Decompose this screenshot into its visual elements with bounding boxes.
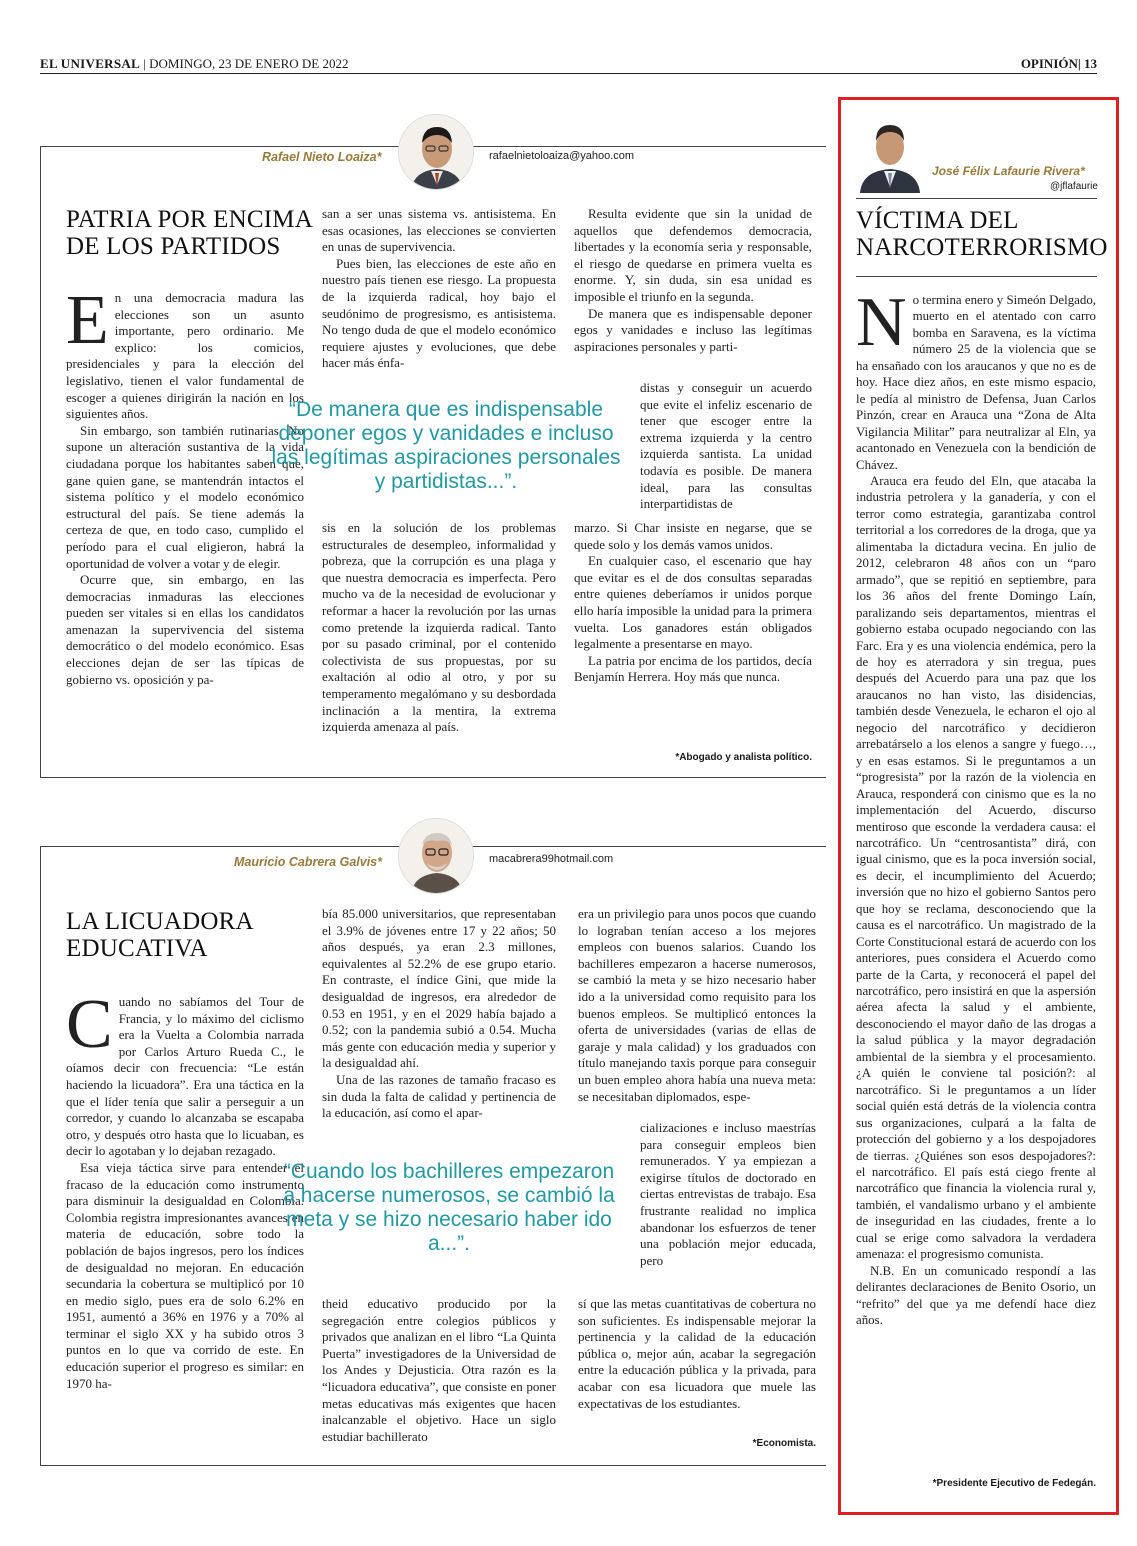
article-column-3-mid [640, 380, 812, 513]
author-name: José Félix Lafaurie Rivera* [932, 164, 1085, 178]
paper-name: EL UNIVERSAL [40, 56, 141, 71]
article-headline [66, 206, 313, 260]
article-column-3-bottom [574, 520, 812, 686]
headline-line-1: LA LICUADORA [66, 908, 254, 935]
paragraph: Ocurre que, sin embargo, en las democracias inmaduras las elecciones pueden ser vitales si en ellas los candidatos amenazan la supervivencia del sistema democrático o del modelo económico. Esas elecciones dejan de ser las típicas de gobierno vs. oposición y pa- [66, 572, 304, 687]
paragraph: Resulta evidente que sin la unidad de aquellos que defendemos democracia, libertades y la economía seria y responsable, el riesgo de quedarse en primera vuelta es enorme. Y, sin duda, sin esa unidad es imposible el triunfo en la segunda. [574, 206, 812, 304]
article-column-2-bottom [322, 1296, 556, 1445]
masthead-right: OPINIÓN| 13 [1020, 56, 1097, 71]
paragraph: De manera que es indispensable deponer egos y vanidades e incluso las legítimas aspiraciones personales y parti- [574, 305, 812, 354]
paragraph: n una democracia madura las elecciones son un asunto importante, pero ordinario. Me explico: los comicios, presidenciales y para la elección del legislativo, tienen el valor fundamental de escoger a quienes dirigirán la nación en los siguientes años. [66, 290, 304, 422]
masthead [40, 56, 1097, 74]
author-name: Mauricio Cabrera Galvis* [234, 855, 382, 869]
paragraph: Pues bien, las elecciones de este año en nuestro país tienen ese riesgo. La propuesta de la izquierda radical, hoy bajo el seudónimo de progresismo, es antisistema. No tengo duda de que el modelo económico requiere ajustes y evoluciones, que debe hacer más énfa- [322, 255, 556, 371]
paragraph: marzo. Si Char insiste en negarse, que se quede solo y los demás vamos unidos. [574, 520, 812, 552]
headline-line-2: NARCOTERRORISMO [856, 234, 1108, 261]
paragraph: N.B. En un comunicado respondí a las delirantes declaraciones de Benito Osorio, un “refrito” del que ya me defendí hace diez años. [856, 1263, 1096, 1328]
article-column-right [856, 284, 1096, 1329]
article-headline [856, 207, 1108, 261]
author-portrait [398, 114, 474, 190]
article-column-3-top [574, 206, 812, 355]
dropcap: E [66, 282, 109, 359]
paragraph: distas y conseguir un acuerdo que evite el infeliz escenario de tener que escoger entre la extrema izquierda y la centro izquierda santista. La unidad todavía es posible. De manera ideal, para las consultas interpartidistas de [640, 380, 812, 512]
author-portrait [398, 818, 474, 894]
page-number: 13 [1084, 56, 1097, 71]
dropcap: C [66, 986, 113, 1063]
headline-line-1: PATRIA POR ENCIMA [66, 206, 313, 233]
article-column-2-top [322, 906, 556, 1122]
edition-date: DOMINGO, 23 DE ENERO DE 2022 [149, 56, 349, 71]
paragraph: En cualquier caso, el escenario que hay que evitar es el de dos consultas separadas entre quienes deberíamos ir unidos porque ello haría imposible la unidad para la primera vuelta. Los ganadores están obligados legalmente a presentarse en mayo. [574, 553, 812, 652]
paragraph: uando no sabíamos del Tour de Francia, y lo máximo del ciclismo era la Vuelta a Colombia narrada por Carlos Arturo Rueda C., le oíamos decir con frecuencia: “Le están haciendo la licuadora”. Era una táctica en la que el líder tenía que salir a perseguir a un corredor, y cuando lo alcanzaba se escapaba otro, y después otro hasta que lo licuaban, es decir lo agotaban y lo dejaban rezagado. [66, 994, 304, 1159]
paragraph: o termina enero y Simeón Delgado, muerto en el atentado con carro bomba en Saravena, es la víctima número 25 de la violencia que se ha ensañado con los araucanos y que no es de hoy. Hace diez años, en este mismo espacio, le pedía al ministro de Defensa, Juan Carlos Pinzón, crear en Arauca una “Zona de Alta Vigilancia Militar” para neutralizar al Eln, ya acantonado en Venezuela con la bendición de Chávez. [856, 293, 1096, 472]
paragraph: cializaciones e incluso maestrías para conseguir empleos bien remunerados. Y ya empiezan a exigirse títulos de doctorado en ciertas entrevistas de trabajo. Esa frustrante realidad no implica abandonar los esfuerzos de tener una población mejor educada, pero [640, 1120, 816, 1268]
divider [856, 276, 1097, 277]
paragraph: Esa vieja táctica sirve para entender el fracaso de la educación como instrumento para disminuir la desigualdad en Colombia. Colombia registra impresionantes avances en materia de educación, sobre todo la población de bajos ingresos, pero los índices de desigualdad no mejoran. En educación secundaria la cobertura se multiplicó por 10 en medio siglo, pues era de solo 6.2% en 1951, aumentó a 36% en 1976 y a 70% al terminar el siglo XX y ha subido otros 3 puntos en lo que va corrido de este. En educación superior el progreso es similar: en 1970 ha- [66, 1159, 304, 1391]
paragraph: theid educativo producido por la segregación entre colegios públicos y privados que analizan en el libro “La Quinta Puerta” investigadores de la Universidad de los Andes y Dejusticia. Otra razón es la “licuadora educativa”, que consiste en poner metas educativas más exigentes que hacen inalcanzable el objetivo. Hace un siglo estudiar bachillerato [322, 1296, 556, 1444]
article-column-2-top [322, 206, 556, 372]
article-column-3-mid [640, 1120, 816, 1269]
headline-line-1: VÍCTIMA DEL [856, 207, 1019, 234]
paragraph: Arauca era feudo del Eln, que atacaba la industria petrolera y la ganadería, y con el terror como estrategia, garantizaba control territorial a los corredores de la droga, que ya alimentaba la dictadura vecina. En julio de 2012, celebraron 48 años con un “paro armado”, que se repitió en septiembre, para los 36 años del frente Domingo Laín, paralizando seis departamentos, mientras el gobierno estaba ocupado negociando con las Farc. Era y es una violencia endémica, pero la de hoy es aterradora y sin tregua, pues después del Acuerdo para una paz que los araucanos no han visto, las disidencias, también desde Venezuela, le echaron el ojo al negocio del narcotráfico y decidieron arrebatárselo a los elenos a sangre y fuego…, y en esas estamos. Si le preguntamos a un “progresista” por la razón de la violencia en Arauca, responderá con cinismo que es la no implementación del Acuerdo, discurso mentiroso que esconde la verdadera causa: el narcotráfico. Un “centrosantista” dirá, con igual cinismo, que es la poca inversión social, es decir, el incumplimiento del Acuerdo; inversión que no hizo el gobierno Santos pero que hoy se reclama, desconociendo que la causa es el narcotráfico. Un magistrado de la Corte Constitucional estará de acuerdo con los anteriores, pues considera el Acuerdo como parte de la Carta, y reconocerá el papel del narcotráfico, pero insistirá en que la aspersión aérea afecta la salud y el ambiente, desconociendo el mayor daño de las drogas a la salud pública y la mayor degradación ambiental de la siembra y el procesamiento. ¿A quién le conviene tal posición?: al narcotráfico. Si le preguntamos a un líder social quién está detrás de la violencia contra sus organizaciones, culpará a la falta de protección del gobierno y a los despojadores de tierras. ¿Quiénes son esos despojadores?: el narcotráfico. El país está ciego frente al narcotráfico que financia la violencia rural y, también, el vandalismo urbano y el ambiente de inseguridad en las ciudades, frente a lo cual se erige como salvadora la verdadera amenaza: el progresismo comunista. [856, 473, 1096, 1262]
paragraph: La patria por encima de los partidos, decía Benjamín Herrera. Hoy más que nunca. [574, 652, 812, 685]
pull-quote: “De manera que es indispensable deponer egos y vanidades e incluso las legítimas aspiraciones personales y partidistas...”. [271, 398, 621, 493]
paragraph: Una de las razones de tamaño fracaso es sin duda la falta de calidad y pertinencia de la educación, así como el apar- [322, 1071, 556, 1121]
author-footnote: *Economista. [752, 1438, 816, 1449]
author-name: Rafael Nieto Loaiza* [262, 150, 382, 164]
paragraph: sí que las metas cuantitativas de cobertura no son suficientes. Es indispensable mejorar la pertinencia y la calidad de la educación pública o, mejor aún, acabar la segregación entre la educación pública y la privada, para acabar con esa licuadora que muele las expectativas de los estudiantes. [578, 1296, 816, 1411]
article-column-2-bottom [322, 520, 556, 736]
article-column-1 [66, 986, 304, 1392]
paragraph: bía 85.000 universitarios, que representaban el 3.9% de jóvenes entre 17 y 22 años; 50 años después, ya eran 2.3 millones, equivalentes al 52.2% de ese grupo etario. En contraste, el índice Gini, que mide la desigualdad de ingresos, era alrededor de 0.53 en 1951, y en el 2029 había bajado a 0.52; con la pandemia subió a 0.54. Mucha más gente con educación media y superior y la desigualdad ahí. [322, 906, 556, 1071]
author-portrait [858, 113, 922, 193]
divider [856, 198, 1097, 199]
article-column-3-top [578, 906, 816, 1105]
dropcap: N [856, 284, 907, 361]
author-email[interactable]: macabrera99hotmail.com [489, 853, 614, 865]
paragraph: san a ser unas sistema vs. antisistema. En esas ocasiones, las elecciones se convierten en unas de supervivencia. [322, 206, 556, 255]
author-footnote: *Presidente Ejecutivo de Fedegán. [932, 1478, 1096, 1489]
paragraph: Sin embargo, son también rutinarias. No supone un alteración sustantiva de la vida ciudadana porque los habitantes saben que, gane quien gane, se mantendrán intactos el sistema político y el modelo económico estructural del país. Se tiene además la certeza de que, en todo caso, cumplido el período para el cual eligieron, habrá la oportunidad de volver a votar y de elegir. [66, 422, 304, 571]
author-footnote: *Abogado y analista político. [675, 752, 812, 763]
paragraph: sis en la solución de los problemas estructurales de desempleo, informalidad y pobreza, que la corrupción es una plaga y que nuestra democracia es imperfecta. Pero mucho va de la necesidad de evolucionar y reformar a hacer la revolución por las urnas como pretende la izquierda radical. Tanto por su pasado criminal, por el contenido colectivista de sus propuestas, por su exaltación al odio al otro, y por su temperamento megalómano y su desbordada inclinación a la mentira, la extrema izquierda amenaza al país. [322, 520, 556, 735]
headline-line-2: DE LOS PARTIDOS [66, 233, 281, 260]
headline-line-2: EDUCATIVA [66, 935, 208, 962]
masthead-left: EL UNIVERSAL | DOMINGO, 23 DE ENERO DE 2022 [40, 56, 349, 71]
article-column-3-bottom [578, 1296, 816, 1412]
author-handle[interactable]: @jflafaurie [1050, 181, 1098, 192]
section-name: OPINIÓN [1020, 56, 1078, 71]
article-column-1 [66, 282, 304, 688]
author-email[interactable]: rafaelnietoloaiza@yahoo.com [489, 150, 635, 162]
pull-quote: “Cuando los bachilleres empezaron a hacerse numerosos, se cambió la meta y se hizo necesario haber ido a...”. [283, 1160, 615, 1255]
paragraph: era un privilegio para unos pocos que cuando lo lograban tenían acceso a los mejores empleos con buenos salarios. Cuando los bachilleres empezaron a hacerse numerosos, se cambió la meta y se hizo necesario haber ido a la universidad como requisito para los buenos empleos. Se multiplicó entonces la oferta de universidades (varias de ellas de garaje y mala calidad) y los graduados con título manejando taxis porque para conseguir un buen empleo ahora había una nueva meta: se necesitaban diplomados, espe- [578, 906, 816, 1104]
article-headline [66, 908, 254, 962]
